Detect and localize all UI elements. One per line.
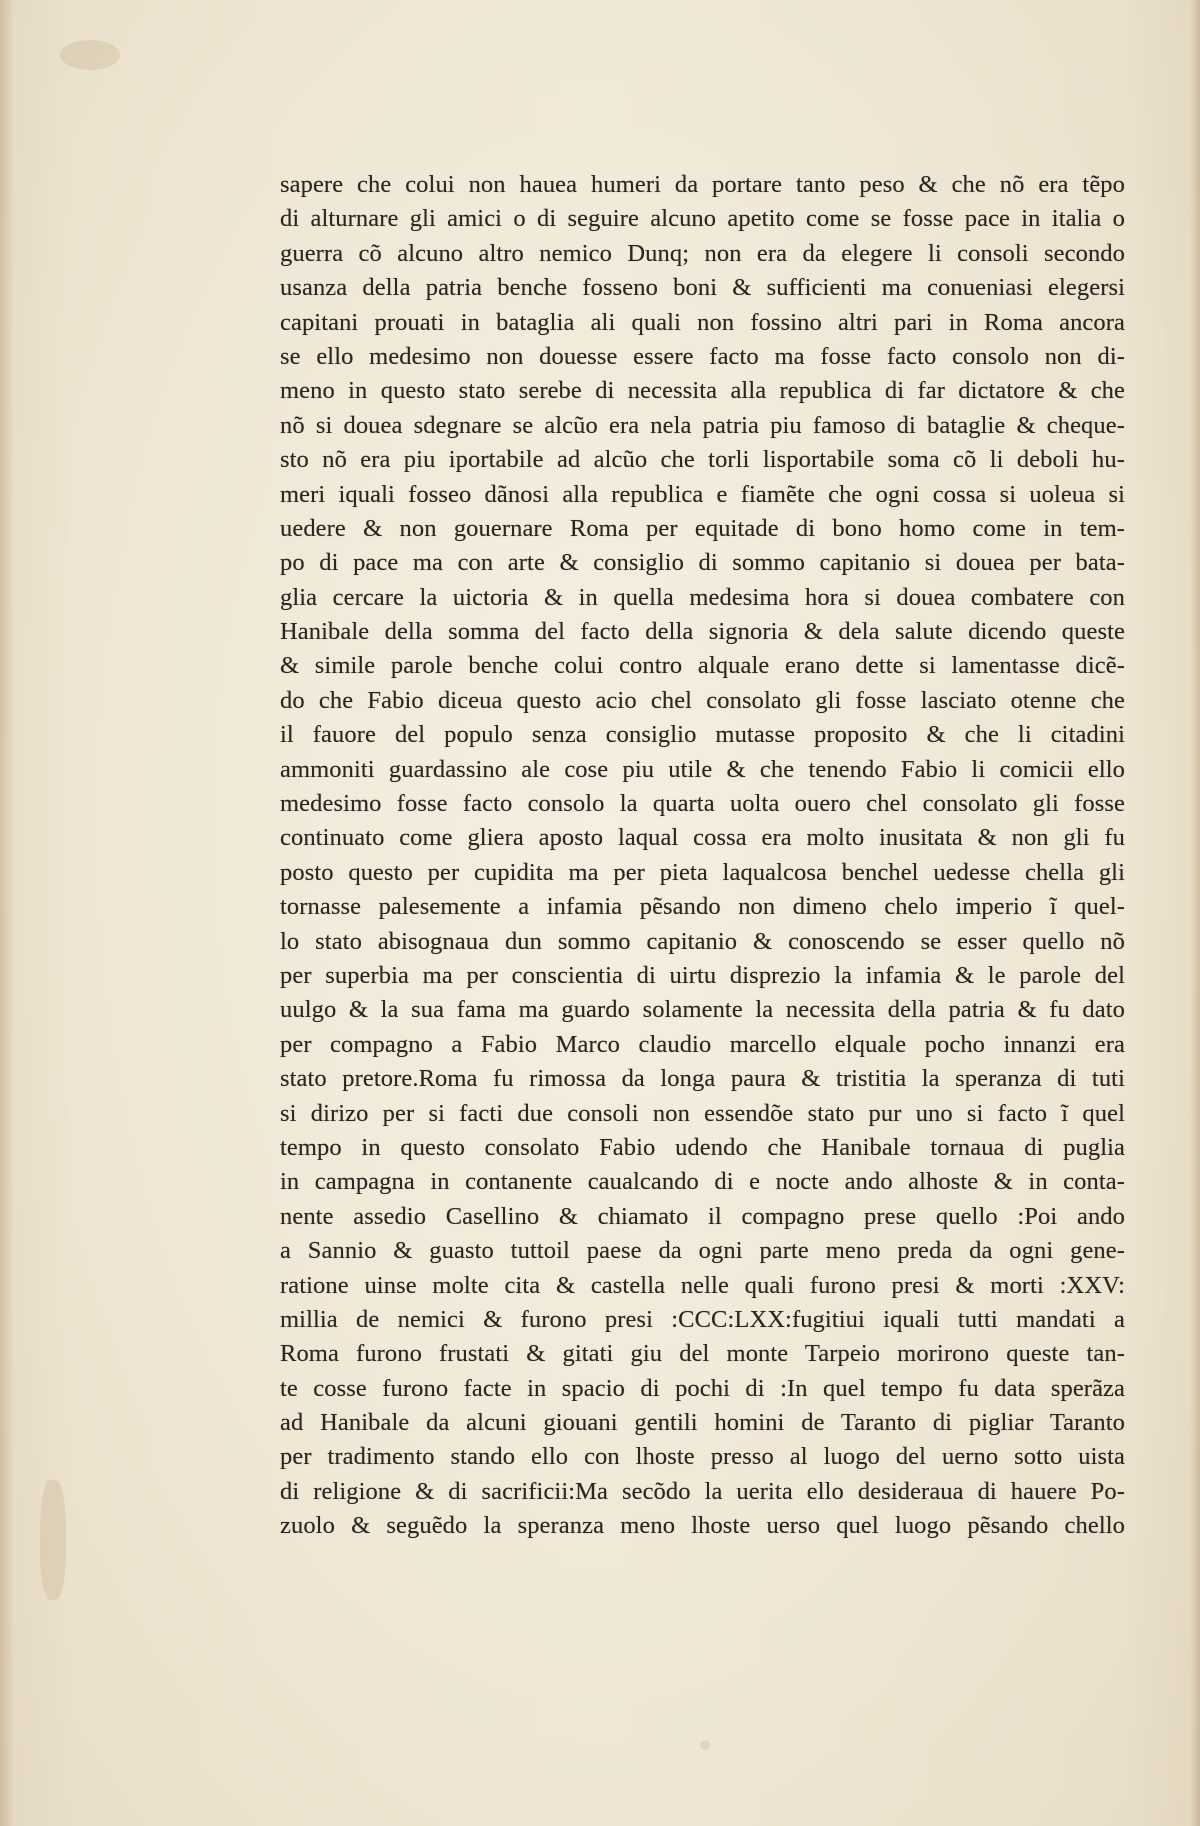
text-line: lo stato abisognaua dun sommo capitanio & conoscendo se esser quello nõ [280, 927, 1125, 955]
text-line: po di pace ma con arte & consiglio di sommo capitanio si douea per bata- [280, 549, 1125, 577]
text-line: se ello medesimo non douesse essere facto ma fosse facto consolo non di- [280, 342, 1125, 370]
text-line: meri iquali fosseo dãnosi alla republica e fiamẽte che ogni cossa si uoleua si [280, 480, 1125, 508]
paper-stain [60, 40, 120, 70]
text-line: per compagno a Fabio Marco claudio marcello elquale pocho innanzi era [280, 1030, 1125, 1058]
text-line: il fauore del populo senza consiglio mutasse proposito & che li citadini [280, 721, 1125, 749]
text-line: per superbia ma per conscientia di uirtu disprezio la infamia & le parole del [280, 961, 1125, 989]
text-line: ammoniti guardassino ale cose piu utile & che tenendo Fabio li comicii ello [280, 755, 1125, 783]
paper-stain [700, 1740, 710, 1750]
text-line: uulgo & la sua fama ma guardo solamente la necessita della patria & fu dato [280, 996, 1125, 1024]
text-block [280, 168, 1125, 1544]
text-line: sapere che colui non hauea humeri da portare tanto peso & che nõ era tẽpo [280, 171, 1125, 198]
text-line: te cosse furono facte in spacio di pochi di :In quel tempo fu data sperãza [280, 1374, 1125, 1402]
text-line: millia de nemici & furono presi :CCC:LXX:fugitiui iquali tutti mandati a [280, 1305, 1125, 1333]
text-line: di alturnare gli amici o di seguire alcuno apetito come se fosse pace in italia o [280, 205, 1125, 233]
text-line: ad Hanibale da alcuni giouani gentili homini de Taranto di pigliar Taranto [280, 1409, 1125, 1437]
text-line: nõ si douea sdegnare se alcũo era nela patria piu famoso di bataglie & cheque- [280, 411, 1125, 439]
text-line: tornasse palesemente a infamia pẽsando non dimeno chelo imperio ĩ quel- [280, 893, 1125, 921]
text-line: glia cercare la uictoria & in quella medesima hora si douea combatere con [280, 583, 1125, 611]
paper-stain [40, 1480, 66, 1600]
text-line: nente assedio Casellino & chiamato il compagno prese quello :Poi ando [280, 1202, 1125, 1230]
text-line: di religione & di sacrificii:Ma secõdo la uerita ello desideraua di hauere Po- [280, 1477, 1125, 1505]
text-line: si dirizo per si facti due consoli non essendõe stato pur uno si facto ĩ quel [280, 1099, 1125, 1127]
text-line: posto questo per cupidita ma per pieta laqualcosa benchel uedesse chella gli [280, 858, 1125, 886]
text-line: do che Fabio diceua questo acio chel consolato gli fosse lasciato otenne che [280, 686, 1125, 714]
text-line: ratione uinse molte cita & castella nelle quali furono presi & morti :XXV: [280, 1271, 1125, 1299]
text-line: continuato come gliera aposto laqual cossa era molto inusitata & non gli fu [280, 824, 1125, 852]
text-line: usanza della patria benche fosseno boni & sufficienti ma conueniasi elegersi [280, 274, 1125, 302]
text-line: zuolo & seguẽdo la speranza meno lhoste uerso quel luogo pẽsando chello [280, 1512, 1125, 1540]
text-line: in campagna in contanente caualcando di e nocte ando alhoste & in conta- [280, 1168, 1125, 1196]
text-line: Hanibale della somma del facto della signoria & dela salute dicendo queste [280, 618, 1125, 646]
text-line: tempo in questo consolato Fabio udendo che Hanibale tornaua di puglia [280, 1133, 1125, 1161]
text-line: Roma furono frustati & gitati giu del monte Tarpeio morirono queste tan- [280, 1340, 1125, 1368]
text-line: medesimo fosse facto consolo la quarta uolta ouero chel consolato gli fosse [280, 790, 1125, 818]
text-line: sto nõ era piu iportabile ad alcũo che torli lisportabile soma cõ li deboli hu- [280, 446, 1125, 474]
text-line: & simile parole benche colui contro alquale erano dette si lamentasse dicẽ- [280, 652, 1125, 680]
text-line: capitani prouati in bataglia ali quali non fossino altri pari in Roma ancora [280, 308, 1125, 336]
text-line: stato pretore.Roma fu rimossa da longa paura & tristitia la speranza di tuti [280, 1065, 1125, 1093]
text-line: guerra cõ alcuno altro nemico Dunq; non era da elegere li consoli secondo [280, 239, 1125, 267]
text-line: meno in questo stato serebe di necessita alla republica di far dictatore & che [280, 377, 1125, 405]
text-line: a Sannio & guasto tuttoil paese da ogni parte meno preda da ogni gene- [280, 1237, 1125, 1265]
text-line: uedere & non gouernare Roma per equitade di bono homo come in tem- [280, 514, 1125, 542]
text-line: per tradimento stando ello con lhoste presso al luogo del uerno sotto uista [280, 1443, 1125, 1471]
